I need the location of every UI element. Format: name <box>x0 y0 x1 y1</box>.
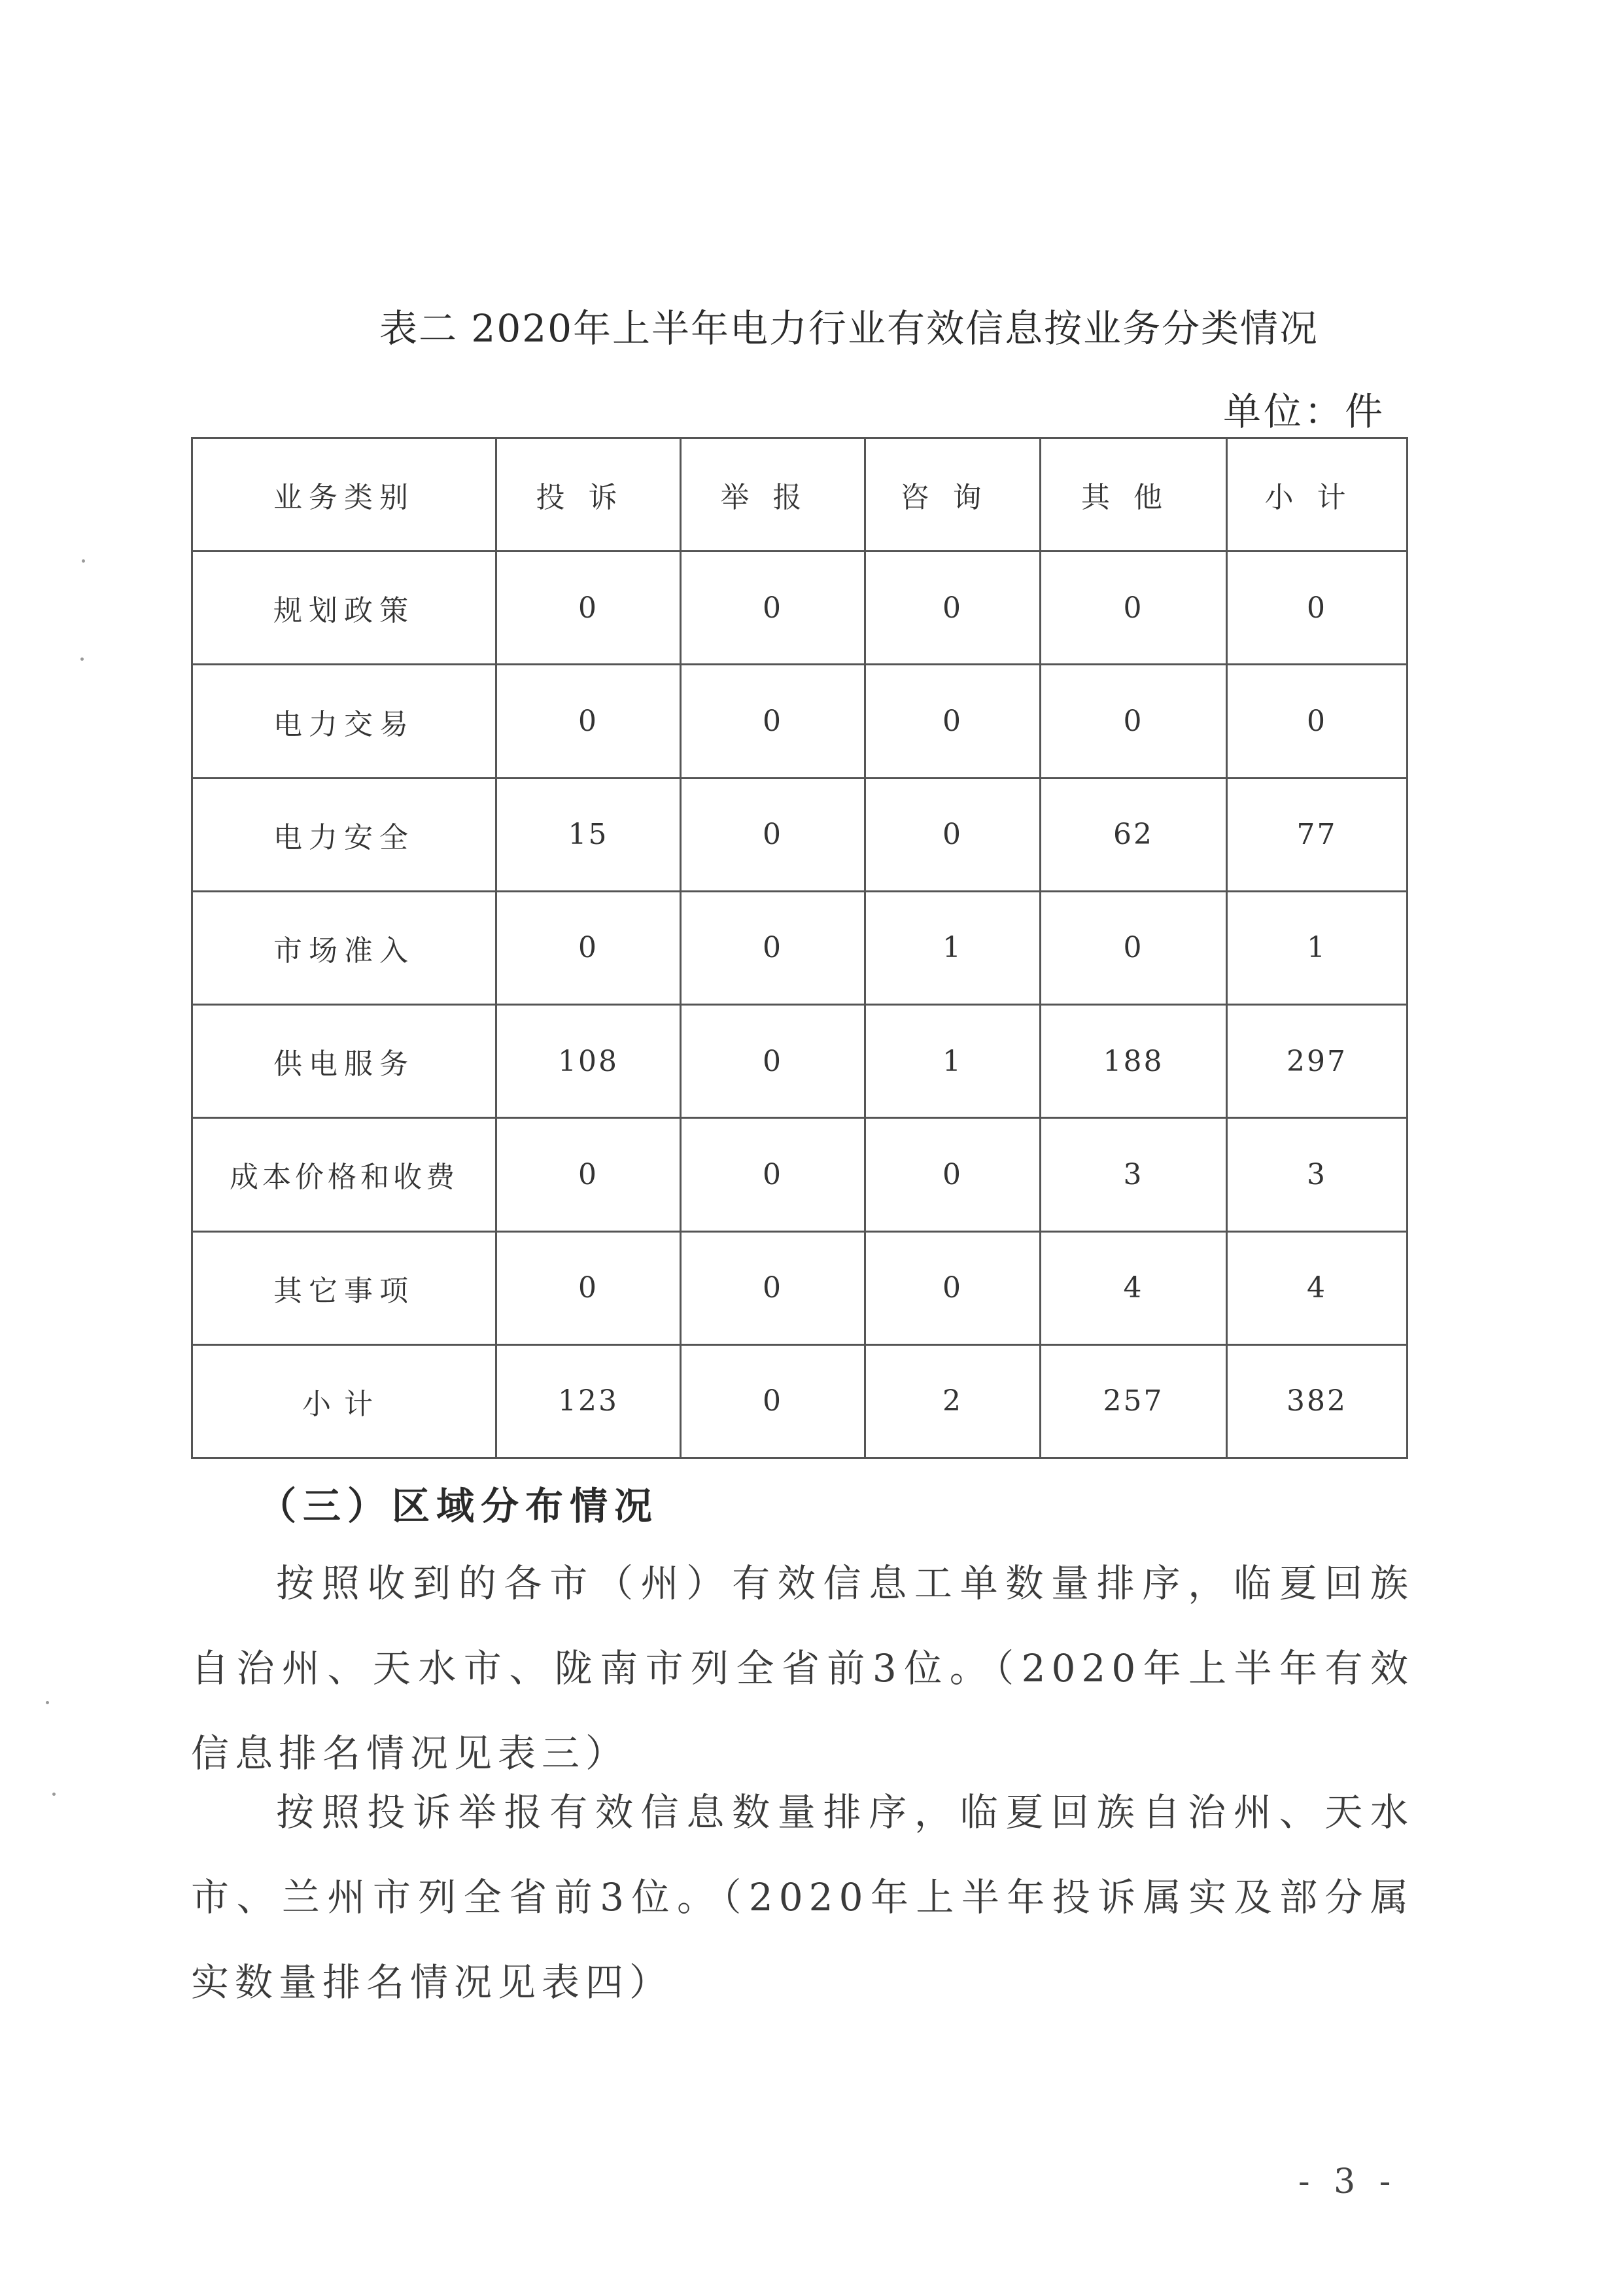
value-cell: 0 <box>681 1118 865 1231</box>
value-cell: 0 <box>681 778 865 891</box>
value-cell: 0 <box>681 891 865 1004</box>
category-cell: 小计 <box>192 1344 496 1458</box>
value-cell: 188 <box>1041 1005 1227 1118</box>
category-cell: 电力安全 <box>192 778 496 891</box>
value-cell: 0 <box>1227 665 1408 778</box>
value-cell: 1 <box>865 891 1041 1004</box>
value-cell: 0 <box>681 665 865 778</box>
table-total-row <box>192 1344 1408 1458</box>
value-cell: 257 <box>1041 1344 1227 1458</box>
value-cell: 0 <box>1041 665 1227 778</box>
value-cell: 0 <box>1041 891 1227 1004</box>
value-cell: 0 <box>865 665 1041 778</box>
category-cell: 电力交易 <box>192 665 496 778</box>
value-cell: 0 <box>681 1231 865 1344</box>
value-cell: 0 <box>865 1231 1041 1344</box>
section-heading: （三）区域分布情况 <box>258 1484 659 1528</box>
value-cell: 0 <box>681 552 865 665</box>
value-cell: 123 <box>496 1344 681 1458</box>
scan-speck <box>80 657 84 661</box>
header-cell: 举报 <box>681 438 865 552</box>
value-cell: 0 <box>496 665 681 778</box>
business-category-table <box>191 437 1408 1459</box>
scan-speck <box>82 559 85 563</box>
value-cell: 0 <box>865 552 1041 665</box>
value-cell: 382 <box>1227 1344 1408 1458</box>
value-cell: 1 <box>1227 891 1408 1004</box>
value-cell: 0 <box>681 1344 865 1458</box>
scan-speck <box>52 1793 56 1796</box>
body-paragraph: 按照收到的各市（州）有效信息工单数量排序，临夏回族自治州、天水市、陇南市列全省前3位。（2020年上半年有效信息排名情况见表三） <box>191 1561 1414 1776</box>
category-cell: 供电服务 <box>192 1005 496 1118</box>
value-cell: 0 <box>865 1118 1041 1231</box>
table-row <box>192 665 1408 778</box>
table-row <box>192 552 1408 665</box>
category-cell: 市场准入 <box>192 891 496 1004</box>
header-cell: 投诉 <box>496 438 681 552</box>
value-cell: 62 <box>1041 778 1227 891</box>
table-row <box>192 891 1408 1004</box>
value-cell: 2 <box>865 1344 1041 1458</box>
category-cell: 成本价格和收费 <box>192 1118 496 1231</box>
category-cell: 规划政策 <box>192 552 496 665</box>
table-row <box>192 778 1408 891</box>
category-cell: 其它事项 <box>192 1231 496 1344</box>
value-cell: 108 <box>496 1005 681 1118</box>
value-cell: 77 <box>1227 778 1408 891</box>
value-cell: 0 <box>1227 552 1408 665</box>
header-cell: 咨询 <box>865 438 1041 552</box>
table-row <box>192 1005 1408 1118</box>
table-unit: 单位：件 <box>1223 389 1386 434</box>
value-cell: 0 <box>496 1231 681 1344</box>
table-title: 表二 2020年上半年电力行业有效信息按业务分类情况 <box>379 306 1319 351</box>
table-header-row <box>192 438 1408 552</box>
value-cell: 1 <box>865 1005 1041 1118</box>
header-cell: 业务类别 <box>192 438 496 552</box>
page-number: - 3 - <box>1298 2162 1398 2201</box>
header-cell: 其他 <box>1041 438 1227 552</box>
value-cell: 0 <box>1041 552 1227 665</box>
table-row <box>192 1231 1408 1344</box>
table-row <box>192 1118 1408 1231</box>
header-cell: 小计 <box>1227 438 1408 552</box>
value-cell: 15 <box>496 778 681 891</box>
value-cell: 0 <box>496 891 681 1004</box>
value-cell: 0 <box>496 1118 681 1231</box>
value-cell: 0 <box>681 1005 865 1118</box>
value-cell: 0 <box>865 778 1041 891</box>
scan-speck <box>46 1701 49 1704</box>
value-cell: 4 <box>1227 1231 1408 1344</box>
body-paragraph: 按照投诉举报有效信息数量排序，临夏回族自治州、天水市、兰州市列全省前3位。（2020年上半年投诉属实及部分属实数量排名情况见表四） <box>191 1790 1414 2005</box>
value-cell: 297 <box>1227 1005 1408 1118</box>
value-cell: 3 <box>1041 1118 1227 1231</box>
value-cell: 0 <box>496 552 681 665</box>
value-cell: 3 <box>1227 1118 1408 1231</box>
value-cell: 4 <box>1041 1231 1227 1344</box>
